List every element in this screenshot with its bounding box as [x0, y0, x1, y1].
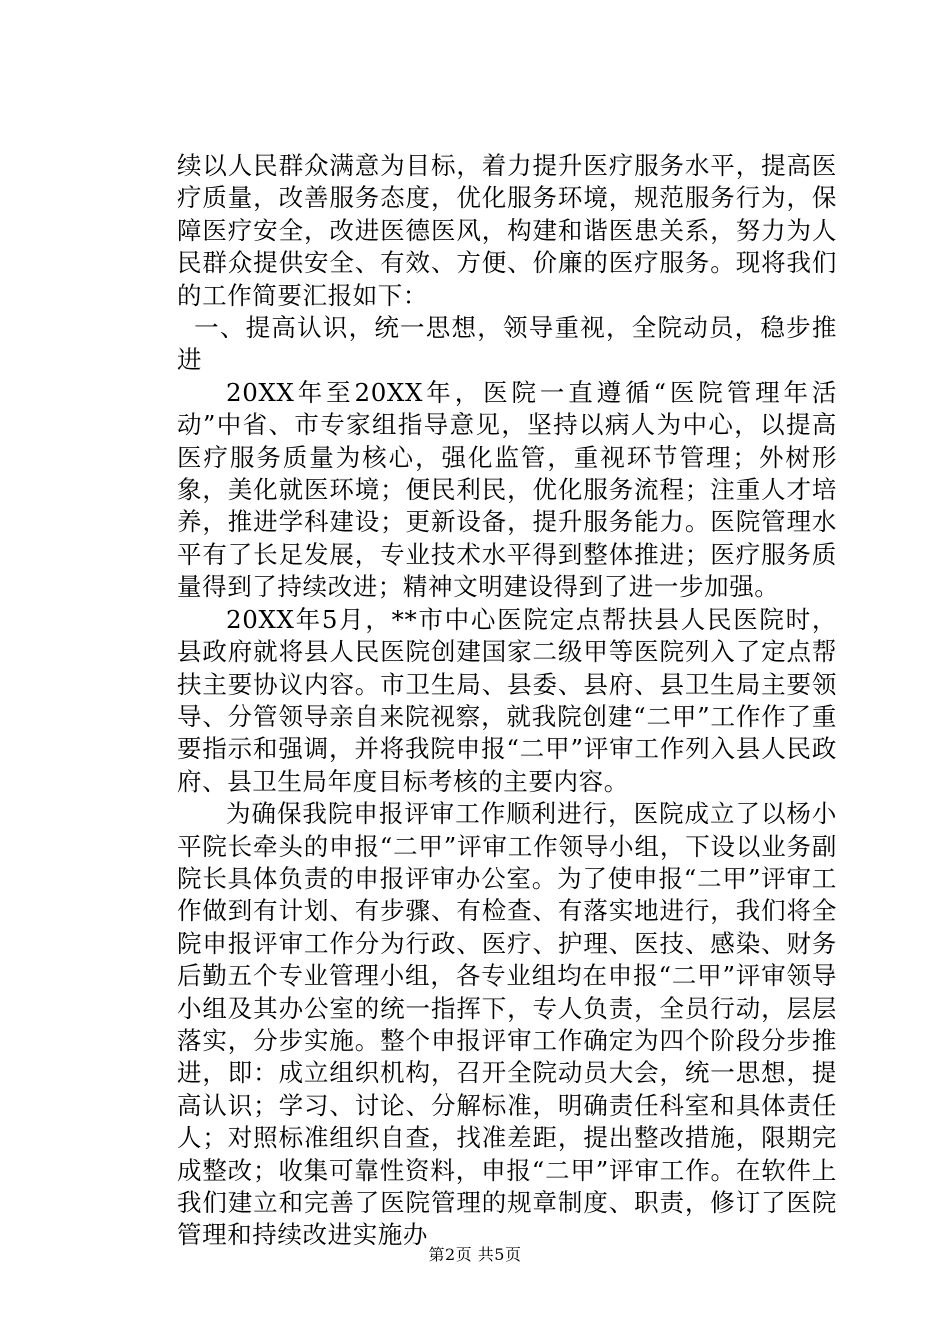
section-heading-1: 一、提高认识，统一思想，领导重视，全院动员，稳步推进 [177, 313, 837, 375]
page-number-footer: 第2页 共5页 [428, 1245, 522, 1264]
document-body [177, 150, 837, 1252]
paragraph-history: 20XX年至20XX年，医院一直遵循“医院管理年活动”中省、市专家组指导意见，坚持以病人为中心，以提高医疗服务质量为核心，强化监管，重视环节管理；外树形象，美化就医环境；便民利民，优化服务流程；注重人才培养，推进学科建设；更新设备，提升服务能力。医院管理水平有了长足发展，专业技术水平得到整体推进；医疗服务质量得到了持续改进；精神文明建设得到了进一步加强。 [177, 377, 837, 602]
paragraph-intro-continuation: 续以人民群众满意为目标，着力提升医疗服务水平，提高医疗质量，改善服务态度，优化服务环境，规范服务行为，保障医疗安全，改进医德医风，构建和谐医患关系，努力为人民群众提供安全、有效、方便、价廉的医疗服务。现将我们的工作简要汇报如下： [177, 151, 837, 310]
paragraph-support: 20XX年5月，**市中心医院定点帮扶县人民医院时，县政府就将县人民医院创建国家二级甲等医院列入了定点帮扶主要协议内容。市卫生局、县委、县府、县卫生局主要领导、分管领导亲自来院视察，就我院创建“二甲”工作作了重要指示和强调，并将我院申报“二甲”评审工作列入县人民政府、县卫生局年度目标考核的主要内容。 [177, 604, 837, 796]
paragraph-organization: 为确保我院申报评审工作顺利进行，医院成立了以杨小平院长牵头的申报“二甲”评审工作领导小组，下设以业务副院长具体负责的申报评审办公室。为了使申报“二甲”评审工作做到有计划、有步骤、有检查、有落实地进行，我们将全院申报评审工作分为行政、医疗、护理、医技、感染、财务后勤五个专业管理小组，各专业组均在申报“二甲”评审领导小组及其办公室的统一指挥下，专人负责，全员行动，层层落实，分步实施。整个申报评审工作确定为四个阶段分步推进，即：成立组织机构，召开全院动员大会，统一思想，提高认识；学习、讨论、分解标准，明确责任科室和具体责任人；对照标准组织自查，找准差距，提出整改措施，限期完成整改；收集可靠性资料，申报“二甲”评审工作。在软件上我们建立和完善了医院管理的规章制度、职责，修订了医院管理和持续改进实施办 [177, 799, 837, 1250]
